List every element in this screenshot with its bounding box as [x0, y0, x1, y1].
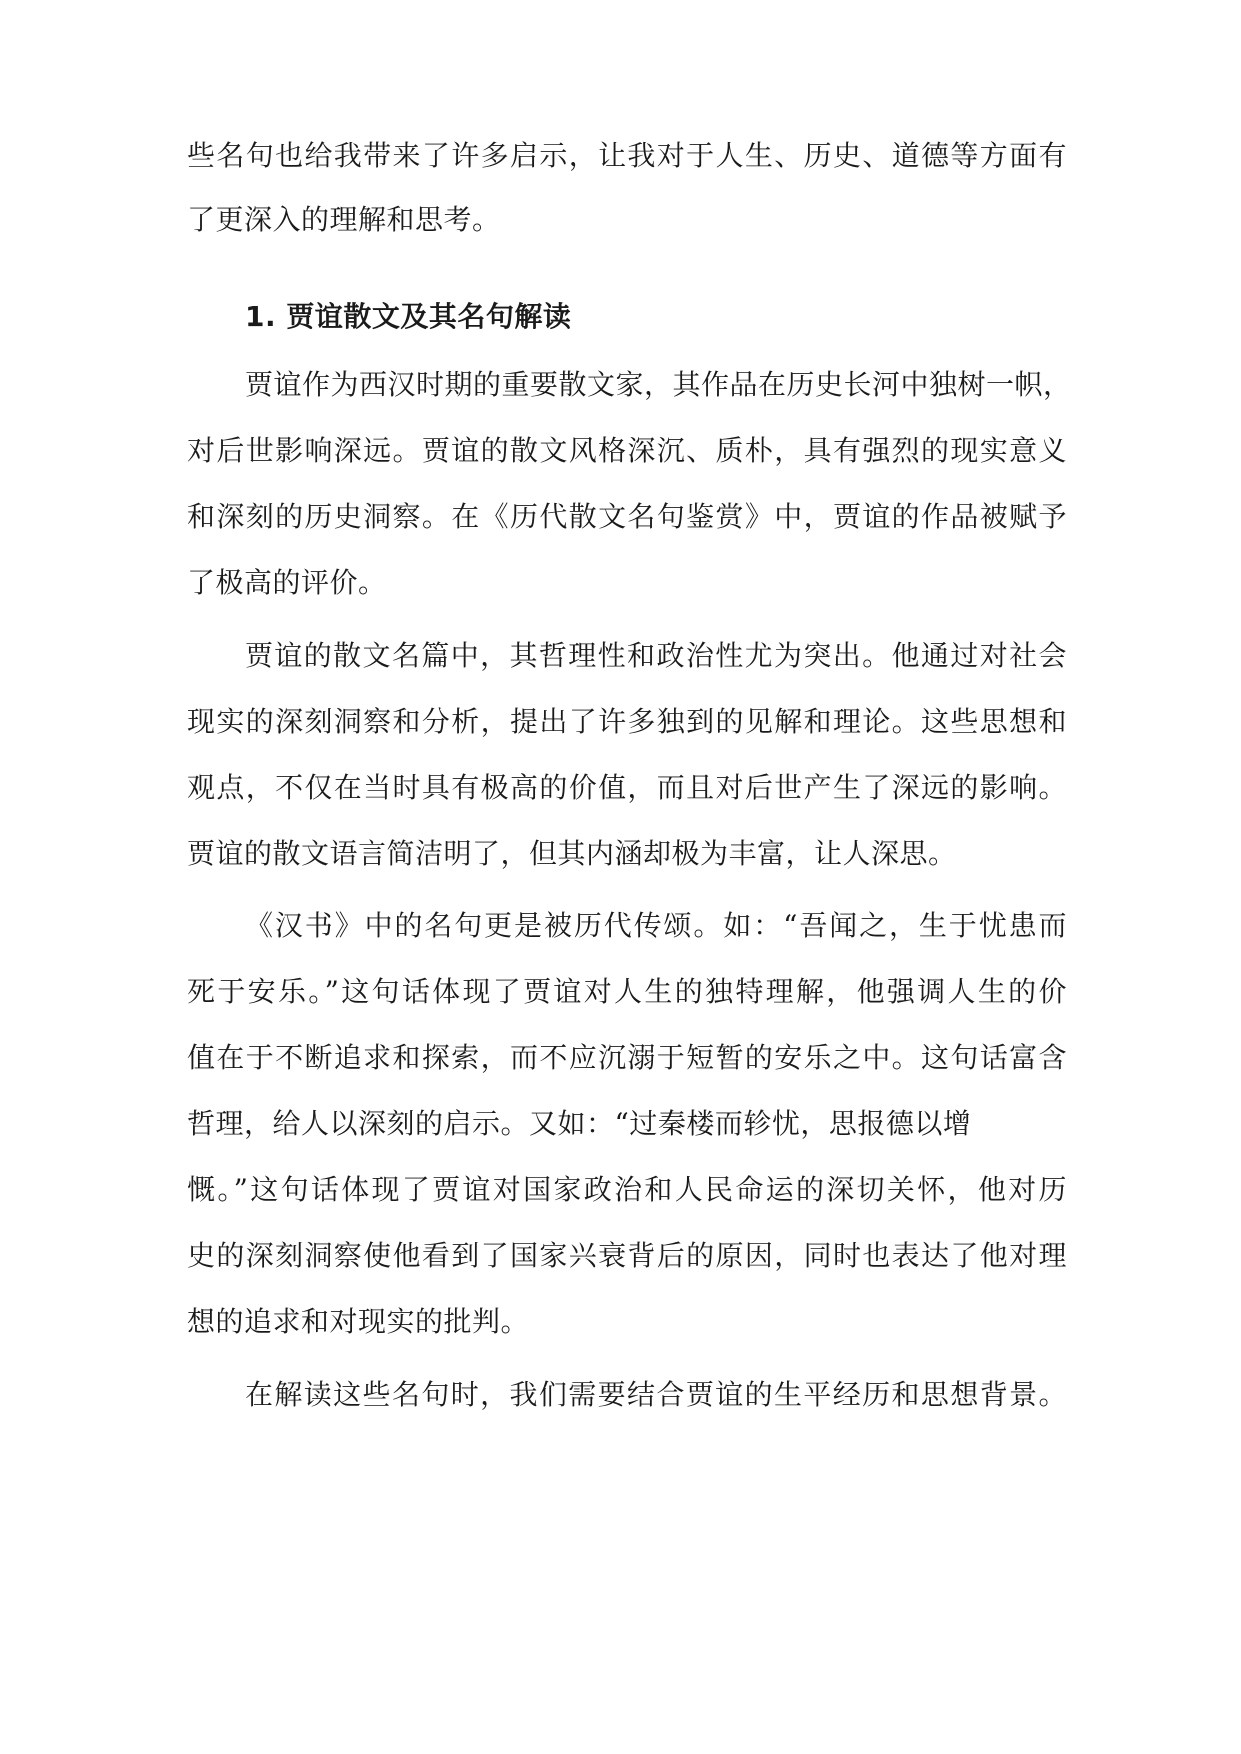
paragraph-1-line-2: 对后世影响深远。贾谊的散文风格深沉、质朴，具有强烈的现实意义 [187, 434, 1067, 467]
paragraph-4-line-1: 在解读这些名句时，我们需要结合贾谊的生平经历和思想背景。 [245, 1378, 1067, 1411]
paragraph-2-line-1: 贾谊的散文名篇中，其哲理性和政治性尤为突出。他通过对社会 [245, 639, 1067, 672]
intro-line-2: 了更深入的理解和思考。 [187, 203, 501, 236]
paragraph-3-line-5: 慨。”这句话体现了贾谊对国家政治和人民命运的深切关怀，他对历 [187, 1173, 1067, 1206]
paragraph-1-line-1: 贾谊作为西汉时期的重要散文家，其作品在历史长河中独树一帜， [245, 368, 1072, 401]
paragraph-3-line-4: 哲理，给人以深刻的启示。又如：“过秦楼而轸忧，思报德以增 [187, 1107, 972, 1140]
paragraph-2-line-3: 观点，不仅在当时具有极高的价值，而且对后世产生了深远的影响。 [187, 771, 1067, 804]
section-heading: 1. 贾谊散文及其名句解读 [245, 300, 572, 333]
paragraph-3-line-7: 想的追求和对现实的批判。 [187, 1305, 530, 1338]
paragraph-2-line-2: 现实的深刻洞察和分析，提出了许多独到的见解和理论。这些思想和 [187, 705, 1067, 738]
paragraph-2-line-4: 贾谊的散文语言简洁明了，但其内涵却极为丰富，让人深思。 [187, 837, 957, 870]
paragraph-3-line-3: 值在于不断追求和探索，而不应沉溺于短暂的安乐之中。这句话富含 [187, 1041, 1067, 1074]
paragraph-3-line-6: 史的深刻洞察使他看到了国家兴衰背后的原因，同时也表达了他对理 [187, 1239, 1067, 1272]
paragraph-1-line-4: 了极高的评价。 [187, 566, 387, 599]
paragraph-3-line-1: 《汉书》中的名句更是被历代传颂。如：“吾闻之，生于忧患而 [245, 909, 1067, 942]
paragraph-1-line-3: 和深刻的历史洞察。在《历代散文名句鉴赏》中，贾谊的作品被赋予 [187, 500, 1067, 533]
paragraph-3-line-2: 死于安乐。”这句话体现了贾谊对人生的独特理解，他强调人生的价 [187, 975, 1067, 1008]
intro-line-1: 些名句也给我带来了许多启示，让我对于人生、历史、道德等方面有 [187, 139, 1067, 172]
